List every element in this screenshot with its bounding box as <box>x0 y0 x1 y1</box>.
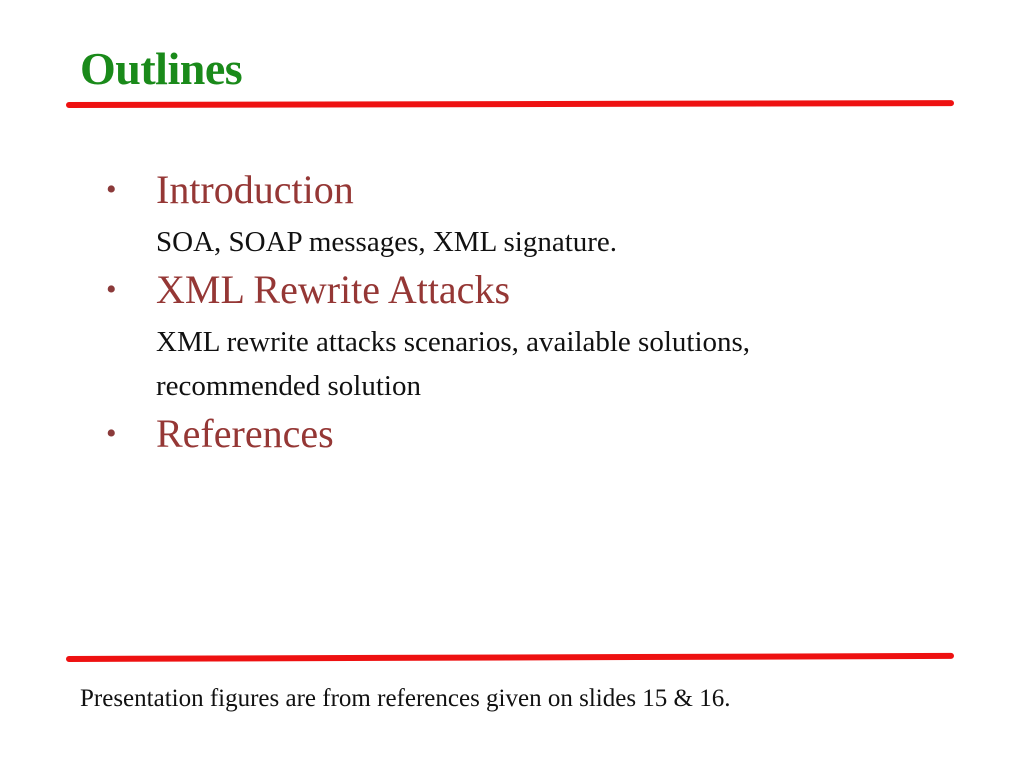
outline-item-label: XML Rewrite Attacks <box>156 267 511 312</box>
slide-footer: Presentation figures are from references given on slides 15 & 16. <box>80 685 731 712</box>
outline-list <box>100 164 960 460</box>
outline-item-description: SOA, SOAP messages, XML signature. <box>156 226 618 258</box>
outline-item-introduction <box>100 164 960 264</box>
bullet-icon: • <box>106 417 117 450</box>
bullet-icon: • <box>106 173 117 206</box>
bullet-icon: • <box>106 273 117 306</box>
outline-item-label: Introduction <box>156 167 354 212</box>
footer-divider <box>66 653 954 662</box>
outline-item-references <box>100 408 960 460</box>
outline-item-xml-rewrite-attacks <box>100 264 960 408</box>
slide-title: Outlines <box>80 43 243 94</box>
outline-item-label: References <box>156 411 334 456</box>
title-divider <box>66 100 954 108</box>
outline-item-description: XML rewrite attacks scenarios, available solutions, recommended solution <box>156 326 751 402</box>
